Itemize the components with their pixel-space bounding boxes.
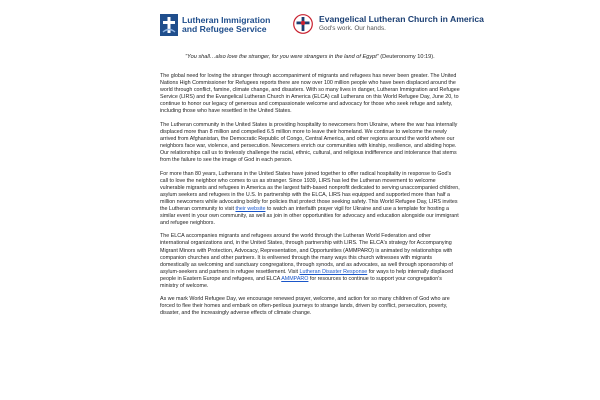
paragraph-3-text-b: to watch an interfaith prayer vigil for Ukraine and use a template for hosting a similar event in your own community, as well as join in other opportunities for advocacy and education alongside our immigrant and refugee neighbors. bbox=[160, 205, 459, 226]
elca-logo bbox=[293, 14, 484, 34]
paragraph-5: As we mark World Refugee Day, we encourage renewed prayer, welcome, and action for so many children of God who are forced to flee their homes and embark on often-perilous journeys to strange lands, driven by conflict, persecution, poverty, disaster, and the increasingly adverse effects of climate change. bbox=[160, 296, 450, 317]
quote-reference: (Deuteronomy 10:19). bbox=[380, 54, 435, 60]
lirs-line1: Lutheran Immigration bbox=[182, 14, 271, 25]
lirs-line2: and Refugee Service bbox=[182, 24, 267, 34]
elca-tagline: God's work. Our hands. bbox=[319, 24, 386, 32]
elca-name: Evangelical Lutheran Church in America bbox=[319, 14, 484, 25]
disaster-response-link[interactable]: Lutheran Disaster Response bbox=[299, 268, 368, 275]
ammparo-link[interactable]: AMMPARO bbox=[281, 275, 309, 282]
statement-body bbox=[160, 73, 460, 324]
lirs-logo bbox=[160, 14, 270, 36]
paragraph-4-text-c: for resources to continue to support your congregation's ministry of welcome. bbox=[160, 275, 442, 289]
paragraph-4-text-b: for ways to help internally displaced people in Eastern Europe and refugees, and ELCA bbox=[160, 268, 454, 282]
paragraph-2: The Lutheran community in the United States is providing hospitality to newcomers from Ukraine, where the war has internally displaced more than 8 million and compelled 6.5 million more to leave their homeland. We continue to welcome the newly arrived from Afghanistan, the Democratic Republic of Congo, Central America, and other regions around the world where our neighbors face war, violence, and persecution. Newcomers enrich our communities with kinship, resilience, and abiding hope. Our relationships call us to tirelessly challenge the racial, ethnic, cultural, and religious indifference and intolerance that stems from the failure to see the image of God in each person. bbox=[160, 121, 458, 164]
lirs-cross-icon bbox=[160, 14, 178, 36]
quote-text: “You shall…also love the stranger, for you were strangers in the land of Egypt” bbox=[185, 54, 379, 60]
elca-cross-icon bbox=[293, 14, 313, 34]
lirs-wordmark bbox=[182, 16, 270, 35]
elca-wordmark bbox=[319, 15, 484, 32]
paragraph-3 bbox=[160, 171, 460, 227]
scripture-quote bbox=[160, 53, 460, 61]
header bbox=[0, 14, 600, 44]
paragraph-4-text-a: The ELCA accompanies migrants and refugees around the world through the Lutheran World Federation and other international organizations and, in the United States, through partnership with LIRS. The ELCA's strategy for Accompanying Migrant Minors with Protection, Advocacy, Representation, and Opportunities (AMMPARO) is animated by relationships with companion churches and other partners. It is enlivened through the many ways this church witnesses with migrants domestically as welcoming and sanctuary congregations, through synods, and as advocates, as well through sponsorship of asylum-seekers and partners in refugee resettlement. Visit bbox=[160, 233, 453, 275]
lirs-website-link[interactable]: their website bbox=[235, 205, 266, 212]
paragraph-3-text-a: For more than 80 years, Lutherans in the United States have joined together to offer radical hospitality in response to God's call to love the neighbor who comes to us as stranger. Since 1939, LIRS has led the Lutheran movement to welcome vulnerable migrants and refugees in America as the largest faith-based nonprofit dedicated to serving unaccompanied children, asylum seekers and refugees in the U.S. In partnership with the ELCA, LIRS has equipped and supported more than half a million newcomers while advocating boldly for policies that protect those seeking safety. This World Refugee Day, LIRS invites the Lutheran community to visit bbox=[160, 170, 460, 212]
paragraph-4 bbox=[160, 233, 460, 289]
paragraph-1: The global need for loving the stranger through accompaniment of migrants and refugees has never been greater. The United Nations High Commissioner for Refugees reports there are now over 100 million people who have been displaced around the world through conflict, famine, climate change, and disasters. With so many lives in danger, Lutheran Immigration and Refugee Service (LIRS) and the Evangelical Lutheran Church in America (ELCA) call Lutherans on this World Refugee Day, June 20, to continue to honor our legacy of generous and compassionate welcome and advocacy for those who seek refuge and safety, including those who have resettled in the United States. bbox=[160, 73, 460, 115]
